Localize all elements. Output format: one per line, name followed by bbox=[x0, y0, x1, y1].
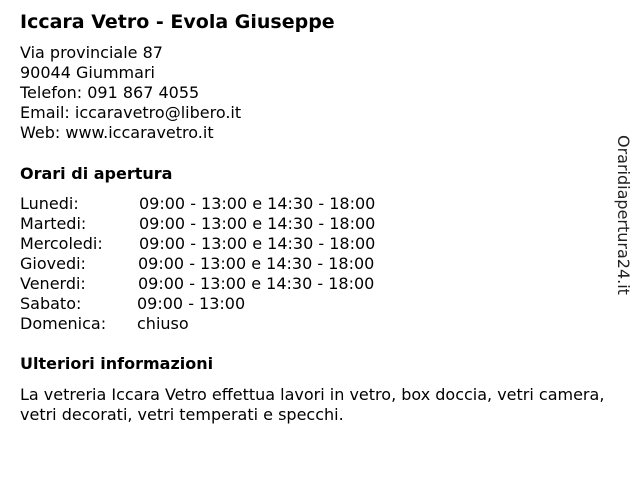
day-hours: 09:00 - 13:00 e 14:30 - 18:00 bbox=[138, 254, 375, 273]
day-hours: 09:00 - 13:00 bbox=[137, 294, 246, 313]
further-info-heading: Ulteriori informazioni bbox=[20, 354, 214, 373]
opening-hours-heading: Orari di apertura bbox=[20, 164, 173, 183]
watermark-text: Oraridiapertura24.it bbox=[614, 135, 633, 295]
day-label: Giovedi: bbox=[20, 254, 86, 273]
day-label: Martedi: bbox=[20, 214, 87, 233]
day-label: Mercoledi: bbox=[20, 234, 103, 253]
email-address: Email: iccaravetro@libero.it bbox=[20, 103, 242, 122]
further-info-text: La vetreria Iccara Vetro effettua lavori in vetro, box doccia, vetri camera, vetri decorati, vetri temperati e specchi. bbox=[20, 385, 605, 424]
address-street: Via provinciale 87 bbox=[20, 43, 163, 62]
website: Web: www.iccaravetro.it bbox=[20, 123, 214, 142]
contact-block bbox=[20, 43, 241, 143]
day-hours: 09:00 - 13:00 e 14:30 - 18:00 bbox=[139, 234, 376, 253]
day-hours: chiuso bbox=[137, 314, 189, 333]
day-hours: 09:00 - 13:00 e 14:30 - 18:00 bbox=[139, 214, 376, 233]
day-label: Lunedi: bbox=[20, 194, 79, 213]
day-hours: 09:00 - 13:00 e 14:30 - 18:00 bbox=[139, 194, 376, 213]
day-label: Venerdi: bbox=[20, 274, 86, 293]
business-name: Iccara Vetro - Evola Giuseppe bbox=[20, 11, 335, 33]
day-hours: 09:00 - 13:00 e 14:30 - 18:00 bbox=[138, 274, 375, 293]
day-label: Sabato: bbox=[20, 294, 82, 313]
address-city: 90044 Giummari bbox=[20, 63, 155, 82]
day-label: Domenica: bbox=[20, 314, 107, 333]
phone-number: Telefon: 091 867 4055 bbox=[20, 83, 200, 102]
watermark bbox=[612, 135, 636, 315]
